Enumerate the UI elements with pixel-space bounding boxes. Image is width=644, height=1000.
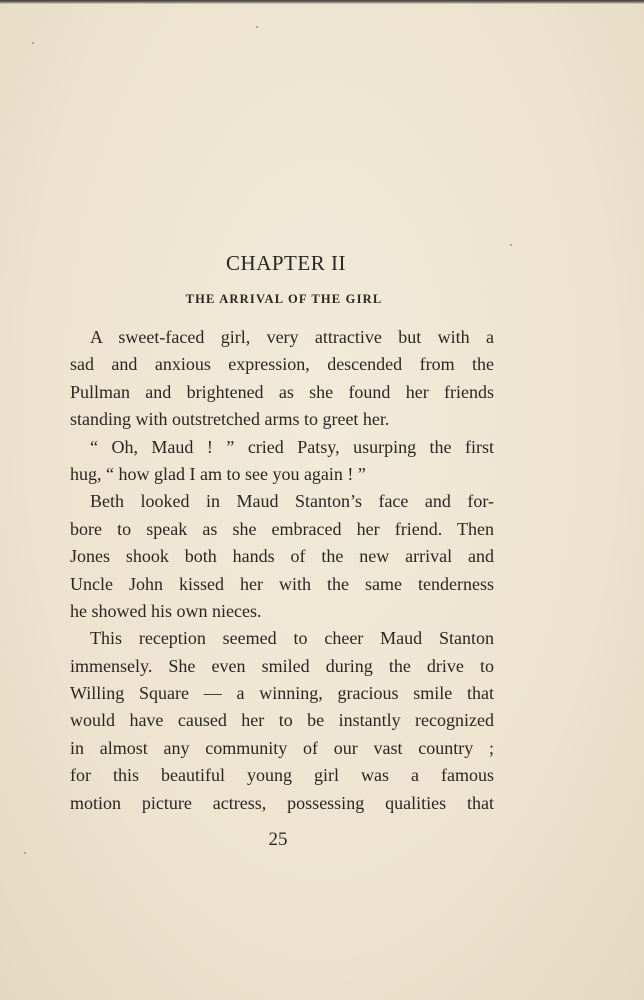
paragraph xyxy=(70,324,494,434)
text-line: Pullman and brightened as she found her friends xyxy=(70,381,494,402)
text-line: for this beautiful young girl was a famous xyxy=(70,765,494,786)
chapter-body-text xyxy=(70,324,494,817)
text-line: he showed his own nieces. xyxy=(70,600,262,621)
paper-speck xyxy=(32,42,34,44)
page-top-edge-shadow xyxy=(0,0,644,4)
text-line: standing with outstretched arms to greet her. xyxy=(70,409,390,430)
paper-speck xyxy=(256,26,258,28)
text-line: Uncle John kissed her with the same tenderness xyxy=(70,573,494,594)
text-line: sad and anxious expression, descended from the xyxy=(70,354,494,375)
paper-speck xyxy=(510,244,512,246)
text-line: This reception seemed to cheer Maud Stanton xyxy=(90,628,494,649)
text-line: A sweet-faced girl, very attractive but with a xyxy=(90,327,494,347)
text-line: Willing Square — a winning, gracious smile that xyxy=(70,683,494,704)
text-line: “ Oh, Maud ! ” cried Patsy, usurping the first xyxy=(90,436,494,457)
text-line: bore to speak as she embraced her friend. Then xyxy=(70,518,494,539)
text-line: would have caused her to be instantly recognized xyxy=(70,710,494,731)
chapter-subtitle: THE ARRIVAL OF THE GIRL xyxy=(185,292,383,306)
paragraph xyxy=(70,625,494,817)
paper-speck xyxy=(24,852,26,854)
text-line: Beth looked in Maud Stanton’s face and for- xyxy=(90,491,494,512)
text-line: Jones shook both hands of the new arrival and xyxy=(70,546,494,567)
page-number: 25 xyxy=(268,829,288,850)
paragraph xyxy=(70,434,494,489)
text-line: motion picture actress, possessing qualities that xyxy=(70,792,494,813)
text-line: hug, “ how glad I am to see you again ! ” xyxy=(70,463,366,484)
paragraph xyxy=(70,488,494,625)
chapter-heading: CHAPTER II xyxy=(226,251,346,275)
text-line: immensely. She even smiled during the drive to xyxy=(70,655,494,676)
text-line: in almost any community of our vast country ; xyxy=(70,737,494,758)
